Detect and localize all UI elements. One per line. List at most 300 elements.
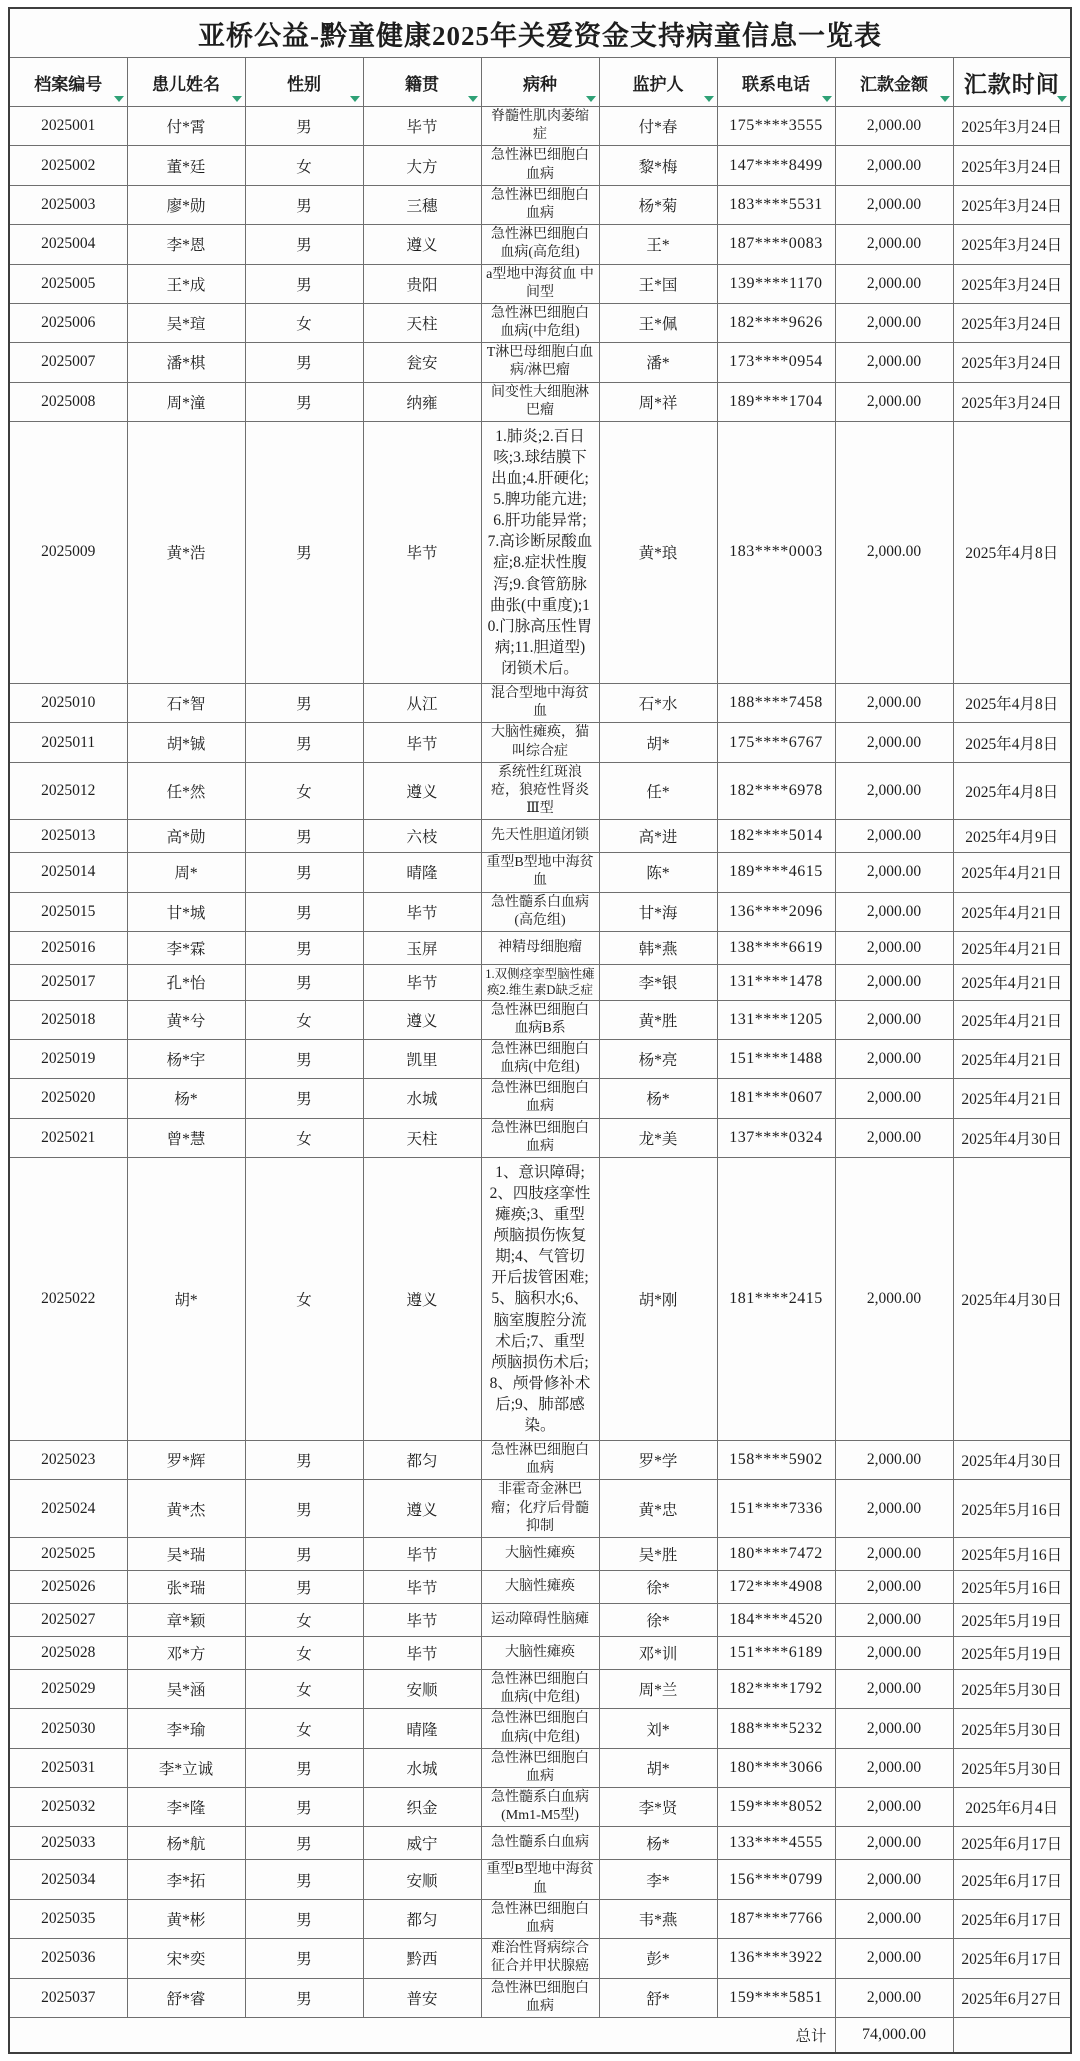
cell-gender: 男 xyxy=(245,422,363,684)
column-header-phone xyxy=(717,58,835,107)
cell-origin: 遵义 xyxy=(363,1480,481,1538)
cell-id: 2025024 xyxy=(9,1480,127,1538)
cell-guardian: 杨*菊 xyxy=(599,185,717,224)
cell-date: 2025年4月8日 xyxy=(953,723,1071,762)
cell-date: 2025年5月19日 xyxy=(953,1636,1071,1669)
cell-phone: 182****9626 xyxy=(717,303,835,342)
filter-dropdown-icon[interactable] xyxy=(114,96,124,102)
cell-id: 2025025 xyxy=(9,1537,127,1570)
cell-origin: 都匀 xyxy=(363,1899,481,1938)
cell-amount: 2,000.00 xyxy=(835,422,953,684)
cell-gender: 男 xyxy=(245,1570,363,1603)
cell-amount: 2,000.00 xyxy=(835,1570,953,1603)
cell-gender: 男 xyxy=(245,1079,363,1118)
total-row xyxy=(9,2017,1071,2053)
cell-date: 2025年4月21日 xyxy=(953,853,1071,892)
table-row xyxy=(9,264,1071,303)
cell-name: 黄*杰 xyxy=(127,1480,245,1538)
cell-date: 2025年6月17日 xyxy=(953,1939,1071,1978)
cell-disease: a型地中海贫血 中间型 xyxy=(481,264,599,303)
cell-origin: 毕节 xyxy=(363,107,481,146)
filter-dropdown-icon[interactable] xyxy=(1057,96,1067,102)
table-row xyxy=(9,1748,1071,1787)
cell-phone: 151****7336 xyxy=(717,1480,835,1538)
cell-gender: 女 xyxy=(245,762,363,820)
cell-origin: 六枝 xyxy=(363,820,481,853)
cell-name: 黄*兮 xyxy=(127,1000,245,1039)
cell-date: 2025年3月24日 xyxy=(953,107,1071,146)
cell-date: 2025年4月9日 xyxy=(953,820,1071,853)
column-header-label: 监护人 xyxy=(632,74,684,94)
cell-name: 胡*铖 xyxy=(127,723,245,762)
cell-guardian: 黄*胜 xyxy=(599,1000,717,1039)
cell-id: 2025012 xyxy=(9,762,127,820)
column-header-label: 联系电话 xyxy=(742,74,810,94)
cell-guardian: 周*兰 xyxy=(599,1669,717,1708)
cell-disease: 1.双侧痉挛型脑性瘫痪2.维生素D缺乏症 xyxy=(481,965,599,1001)
cell-origin: 晴隆 xyxy=(363,1709,481,1748)
column-header-label: 籍贯 xyxy=(405,74,439,94)
cell-phone: 173****0954 xyxy=(717,343,835,382)
cell-name: 廖*勋 xyxy=(127,185,245,224)
total-empty-cell xyxy=(953,2017,1071,2053)
cell-origin: 毕节 xyxy=(363,1603,481,1636)
cell-amount: 2,000.00 xyxy=(835,1039,953,1078)
table-row xyxy=(9,185,1071,224)
cell-name: 付*霄 xyxy=(127,107,245,146)
cell-guardian: 甘*海 xyxy=(599,892,717,931)
cell-name: 石*智 xyxy=(127,683,245,722)
cell-gender: 女 xyxy=(245,1000,363,1039)
cell-guardian: 高*进 xyxy=(599,820,717,853)
cell-id: 2025003 xyxy=(9,185,127,224)
cell-disease: 急性淋巴细胞白血病 xyxy=(481,1441,599,1480)
table-row xyxy=(9,1669,1071,1708)
cell-disease: 神精母细胞瘤 xyxy=(481,932,599,965)
filter-dropdown-icon[interactable] xyxy=(704,96,714,102)
cell-gender: 女 xyxy=(245,1669,363,1708)
cell-guardian: 黄*琅 xyxy=(599,422,717,684)
cell-gender: 男 xyxy=(245,1441,363,1480)
cell-phone: 180****7472 xyxy=(717,1537,835,1570)
cell-amount: 2,000.00 xyxy=(835,264,953,303)
cell-name: 宋*奕 xyxy=(127,1939,245,1978)
cell-id: 2025006 xyxy=(9,303,127,342)
cell-name: 李*拓 xyxy=(127,1860,245,1899)
filter-dropdown-icon[interactable] xyxy=(940,96,950,102)
column-header-origin xyxy=(363,58,481,107)
cell-disease: 急性髓系白血病 xyxy=(481,1827,599,1860)
cell-origin: 水城 xyxy=(363,1748,481,1787)
cell-phone: 180****3066 xyxy=(717,1748,835,1787)
cell-origin: 从江 xyxy=(363,683,481,722)
cell-date: 2025年6月27日 xyxy=(953,1978,1071,2017)
cell-guardian: 舒* xyxy=(599,1978,717,2017)
cell-phone: 151****6189 xyxy=(717,1636,835,1669)
cell-name: 黄*浩 xyxy=(127,422,245,684)
cell-origin: 毕节 xyxy=(363,1636,481,1669)
cell-guardian: 彭* xyxy=(599,1939,717,1978)
cell-disease: 脊髓性肌肉萎缩症 xyxy=(481,107,599,146)
cell-amount: 2,000.00 xyxy=(835,723,953,762)
cell-name: 高*勋 xyxy=(127,820,245,853)
column-header-label: 患儿姓名 xyxy=(152,74,220,94)
cell-disease: 急性淋巴细胞白血病(中危组) xyxy=(481,1669,599,1708)
column-header-gender xyxy=(245,58,363,107)
cell-gender: 男 xyxy=(245,853,363,892)
cell-id: 2025001 xyxy=(9,107,127,146)
cell-amount: 2,000.00 xyxy=(835,1709,953,1748)
column-header-label: 病种 xyxy=(523,74,557,94)
cell-phone: 158****5902 xyxy=(717,1441,835,1480)
cell-date: 2025年5月30日 xyxy=(953,1709,1071,1748)
cell-date: 2025年6月17日 xyxy=(953,1827,1071,1860)
cell-id: 2025008 xyxy=(9,382,127,421)
cell-gender: 男 xyxy=(245,1537,363,1570)
cell-name: 吴*瑞 xyxy=(127,1537,245,1570)
cell-id: 2025005 xyxy=(9,264,127,303)
cell-gender: 男 xyxy=(245,107,363,146)
table-head xyxy=(9,8,1071,107)
cell-name: 章*颖 xyxy=(127,1603,245,1636)
cell-name: 吴*瑄 xyxy=(127,303,245,342)
cell-phone: 156****0799 xyxy=(717,1860,835,1899)
cell-gender: 男 xyxy=(245,1860,363,1899)
cell-gender: 女 xyxy=(245,303,363,342)
cell-id: 2025013 xyxy=(9,820,127,853)
cell-gender: 男 xyxy=(245,683,363,722)
cell-id: 2025026 xyxy=(9,1570,127,1603)
cell-disease: 1、意识障碍;2、四肢痉挛性瘫痪;3、重型颅脑损伤恢复期;4、气管切开后拔管困难;5、脑积水;6、脑室腹腔分流术后;7、重型颅脑损伤术后;8、颅骨修补术后;9、肺部感染。 xyxy=(481,1158,599,1441)
cell-name: 黄*彬 xyxy=(127,1899,245,1938)
table-row xyxy=(9,965,1071,1001)
table-row xyxy=(9,343,1071,382)
cell-date: 2025年4月21日 xyxy=(953,1039,1071,1078)
cell-guardian: 陈* xyxy=(599,853,717,892)
table-body xyxy=(9,107,1071,2018)
table-row xyxy=(9,1570,1071,1603)
cell-gender: 男 xyxy=(245,723,363,762)
cell-amount: 2,000.00 xyxy=(835,146,953,185)
cell-origin: 毕节 xyxy=(363,1570,481,1603)
cell-guardian: 周*祥 xyxy=(599,382,717,421)
cell-name: 周*潼 xyxy=(127,382,245,421)
cell-amount: 2,000.00 xyxy=(835,1748,953,1787)
cell-date: 2025年3月24日 xyxy=(953,146,1071,185)
cell-name: 孔*怡 xyxy=(127,965,245,1001)
table-footer xyxy=(9,2017,1071,2053)
cell-origin: 安顺 xyxy=(363,1860,481,1899)
cell-id: 2025015 xyxy=(9,892,127,931)
cell-name: 张*瑞 xyxy=(127,1570,245,1603)
cell-disease: 急性髓系白血病(高危组) xyxy=(481,892,599,931)
cell-origin: 普安 xyxy=(363,1978,481,2017)
table-row xyxy=(9,1603,1071,1636)
cell-amount: 2,000.00 xyxy=(835,1827,953,1860)
cell-disease: 重型B型地中海贫血 xyxy=(481,853,599,892)
table-row xyxy=(9,1709,1071,1748)
cell-name: 李*瑜 xyxy=(127,1709,245,1748)
cell-gender: 男 xyxy=(245,1480,363,1538)
cell-origin: 水城 xyxy=(363,1079,481,1118)
cell-name: 潘*棋 xyxy=(127,343,245,382)
cell-date: 2025年3月24日 xyxy=(953,185,1071,224)
cell-phone: 136****3922 xyxy=(717,1939,835,1978)
cell-origin: 毕节 xyxy=(363,1537,481,1570)
column-header-label: 汇款时间 xyxy=(963,71,1060,97)
column-header-label: 汇款金额 xyxy=(860,74,928,94)
cell-id: 2025019 xyxy=(9,1039,127,1078)
cell-guardian: 胡* xyxy=(599,723,717,762)
cell-name: 杨* xyxy=(127,1079,245,1118)
cell-amount: 2,000.00 xyxy=(835,1480,953,1538)
cell-name: 周* xyxy=(127,853,245,892)
table-row xyxy=(9,1000,1071,1039)
cell-date: 2025年3月24日 xyxy=(953,264,1071,303)
cell-disease: 1.肺炎;2.百日咳;3.球结膜下出血;4.肝硬化;5.脾功能亢进;6.肝功能异常;7.高诊断尿酸血症;8.症状性腹泻;9.食管筋脉曲张(中重度);10.门脉高压性胃病;11.胆道型)闭锁术后。 xyxy=(481,422,599,684)
cell-guardian: 胡* xyxy=(599,1748,717,1787)
table-row xyxy=(9,1158,1071,1441)
cell-date: 2025年5月16日 xyxy=(953,1570,1071,1603)
cell-phone: 181****0607 xyxy=(717,1079,835,1118)
cell-date: 2025年5月30日 xyxy=(953,1748,1071,1787)
cell-id: 2025017 xyxy=(9,965,127,1001)
page-title: 亚桥公益-黔童健康2025年关爱资金支持病童信息一览表 xyxy=(9,8,1071,58)
cell-phone: 175****3555 xyxy=(717,107,835,146)
cell-guardian: 韩*燕 xyxy=(599,932,717,965)
cell-origin: 遵义 xyxy=(363,225,481,264)
cell-date: 2025年4月8日 xyxy=(953,683,1071,722)
cell-name: 胡* xyxy=(127,1158,245,1441)
cell-disease: 急性淋巴细胞白血病 xyxy=(481,1748,599,1787)
cell-name: 任*然 xyxy=(127,762,245,820)
filter-dropdown-icon[interactable] xyxy=(232,96,242,102)
cell-guardian: 徐* xyxy=(599,1570,717,1603)
cell-phone: 187****0083 xyxy=(717,225,835,264)
cell-disease: 急性淋巴细胞白血病 xyxy=(481,1899,599,1938)
cell-name: 李*隆 xyxy=(127,1788,245,1827)
table-row xyxy=(9,107,1071,146)
column-header-label: 性别 xyxy=(287,74,321,94)
column-header-guardian xyxy=(599,58,717,107)
cell-amount: 2,000.00 xyxy=(835,1788,953,1827)
cell-amount: 2,000.00 xyxy=(835,1537,953,1570)
cell-disease: 运动障碍性脑瘫 xyxy=(481,1603,599,1636)
column-header-label: 档案编号 xyxy=(34,74,103,94)
cell-gender: 男 xyxy=(245,185,363,224)
cell-disease: 重型B型地中海贫血 xyxy=(481,1860,599,1899)
cell-phone: 147****8499 xyxy=(717,146,835,185)
cell-date: 2025年4月21日 xyxy=(953,1000,1071,1039)
cell-gender: 男 xyxy=(245,1827,363,1860)
cell-id: 2025023 xyxy=(9,1441,127,1480)
cell-origin: 瓮安 xyxy=(363,343,481,382)
cell-id: 2025021 xyxy=(9,1118,127,1157)
cell-id: 2025014 xyxy=(9,853,127,892)
cell-date: 2025年5月16日 xyxy=(953,1537,1071,1570)
cell-guardian: 刘* xyxy=(599,1709,717,1748)
table-row xyxy=(9,1827,1071,1860)
table-row xyxy=(9,146,1071,185)
cell-gender: 男 xyxy=(245,892,363,931)
cell-phone: 182****1792 xyxy=(717,1669,835,1708)
cell-origin: 毕节 xyxy=(363,723,481,762)
cell-guardian: 吴*胜 xyxy=(599,1537,717,1570)
cell-amount: 2,000.00 xyxy=(835,1118,953,1157)
cell-id: 2025004 xyxy=(9,225,127,264)
cell-id: 2025022 xyxy=(9,1158,127,1441)
cell-gender: 男 xyxy=(245,1978,363,2017)
cell-gender: 男 xyxy=(245,932,363,965)
cell-gender: 男 xyxy=(245,1039,363,1078)
cell-phone: 183****5531 xyxy=(717,185,835,224)
cell-guardian: 黎*梅 xyxy=(599,146,717,185)
cell-gender: 女 xyxy=(245,1603,363,1636)
cell-id: 2025007 xyxy=(9,343,127,382)
cell-guardian: 李*银 xyxy=(599,965,717,1001)
cell-id: 2025027 xyxy=(9,1603,127,1636)
cell-origin: 凯里 xyxy=(363,1039,481,1078)
cell-amount: 2,000.00 xyxy=(835,683,953,722)
table-row xyxy=(9,932,1071,965)
table-row xyxy=(9,225,1071,264)
cell-phone: 172****4908 xyxy=(717,1570,835,1603)
cell-gender: 男 xyxy=(245,965,363,1001)
filter-dropdown-icon[interactable] xyxy=(586,96,596,102)
cell-id: 2025037 xyxy=(9,1978,127,2017)
cell-name: 吴*涵 xyxy=(127,1669,245,1708)
cell-date: 2025年3月24日 xyxy=(953,225,1071,264)
cell-date: 2025年4月30日 xyxy=(953,1118,1071,1157)
cell-amount: 2,000.00 xyxy=(835,1899,953,1938)
table-row xyxy=(9,1480,1071,1538)
cell-disease: 急性淋巴细胞白血病(中危组) xyxy=(481,1709,599,1748)
cell-origin: 天柱 xyxy=(363,303,481,342)
cell-id: 2025010 xyxy=(9,683,127,722)
total-label: 总计 xyxy=(9,2017,835,2053)
table-row xyxy=(9,1039,1071,1078)
cell-date: 2025年6月17日 xyxy=(953,1899,1071,1938)
table-row xyxy=(9,1788,1071,1827)
table-row xyxy=(9,683,1071,722)
cell-amount: 2,000.00 xyxy=(835,1441,953,1480)
cell-gender: 男 xyxy=(245,382,363,421)
cell-phone: 189****4615 xyxy=(717,853,835,892)
cell-amount: 2,000.00 xyxy=(835,1860,953,1899)
cell-disease: T淋巴母细胞白血病/淋巴瘤 xyxy=(481,343,599,382)
cell-id: 2025031 xyxy=(9,1748,127,1787)
cell-id: 2025028 xyxy=(9,1636,127,1669)
cell-name: 邓*方 xyxy=(127,1636,245,1669)
cell-gender: 男 xyxy=(245,1939,363,1978)
cell-date: 2025年5月30日 xyxy=(953,1669,1071,1708)
cell-disease: 急性淋巴细胞白血病 xyxy=(481,146,599,185)
cell-origin: 大方 xyxy=(363,146,481,185)
cell-phone: 137****0324 xyxy=(717,1118,835,1157)
cell-date: 2025年3月24日 xyxy=(953,303,1071,342)
cell-gender: 男 xyxy=(245,225,363,264)
cell-phone: 136****2096 xyxy=(717,892,835,931)
cell-disease: 先天性胆道闭锁 xyxy=(481,820,599,853)
table-row xyxy=(9,1978,1071,2017)
cell-phone: 139****1170 xyxy=(717,264,835,303)
table-row xyxy=(9,422,1071,684)
cell-origin: 毕节 xyxy=(363,422,481,684)
cell-amount: 2,000.00 xyxy=(835,1603,953,1636)
cell-name: 罗*辉 xyxy=(127,1441,245,1480)
cell-guardian: 杨* xyxy=(599,1827,717,1860)
cell-name: 李*立诚 xyxy=(127,1748,245,1787)
cell-amount: 2,000.00 xyxy=(835,965,953,1001)
cell-gender: 男 xyxy=(245,264,363,303)
cell-phone: 138****6619 xyxy=(717,932,835,965)
cell-date: 2025年3月24日 xyxy=(953,382,1071,421)
cell-disease: 急性淋巴细胞白血病(高危组) xyxy=(481,225,599,264)
cell-amount: 2,000.00 xyxy=(835,820,953,853)
cell-id: 2025018 xyxy=(9,1000,127,1039)
cell-disease: 大脑性瘫痪 xyxy=(481,1636,599,1669)
cell-date: 2025年3月24日 xyxy=(953,343,1071,382)
cell-id: 2025009 xyxy=(9,422,127,684)
cell-id: 2025011 xyxy=(9,723,127,762)
column-header-name xyxy=(127,58,245,107)
table-row xyxy=(9,892,1071,931)
cell-origin: 纳雍 xyxy=(363,382,481,421)
cell-date: 2025年4月30日 xyxy=(953,1441,1071,1480)
cell-guardian: 杨* xyxy=(599,1079,717,1118)
cell-id: 2025036 xyxy=(9,1939,127,1978)
cell-origin: 玉屏 xyxy=(363,932,481,965)
cell-phone: 175****6767 xyxy=(717,723,835,762)
cell-phone: 151****1488 xyxy=(717,1039,835,1078)
filter-dropdown-icon[interactable] xyxy=(822,96,832,102)
cell-phone: 159****5851 xyxy=(717,1978,835,2017)
cell-disease: 系统性红斑浪疮，狼疮性肾炎Ⅲ型 xyxy=(481,762,599,820)
cell-guardian: 李* xyxy=(599,1860,717,1899)
cell-origin: 安顺 xyxy=(363,1669,481,1708)
cell-gender: 男 xyxy=(245,1899,363,1938)
cell-name: 舒*睿 xyxy=(127,1978,245,2017)
filter-dropdown-icon[interactable] xyxy=(468,96,478,102)
cell-disease: 急性淋巴细胞白血病 xyxy=(481,1118,599,1157)
cell-origin: 三穗 xyxy=(363,185,481,224)
cell-date: 2025年4月21日 xyxy=(953,932,1071,965)
cell-disease: 急性淋巴细胞白血病 xyxy=(481,1079,599,1118)
cell-guardian: 徐* xyxy=(599,1603,717,1636)
cell-amount: 2,000.00 xyxy=(835,1079,953,1118)
cell-disease: 难治性肾病综合征合并甲状腺癌 xyxy=(481,1939,599,1978)
title-row xyxy=(9,8,1071,58)
cell-id: 2025002 xyxy=(9,146,127,185)
table-row xyxy=(9,1079,1071,1118)
cell-origin: 遵义 xyxy=(363,1158,481,1441)
filter-dropdown-icon[interactable] xyxy=(350,96,360,102)
cell-name: 杨*航 xyxy=(127,1827,245,1860)
cell-phone: 131****1205 xyxy=(717,1000,835,1039)
cell-amount: 2,000.00 xyxy=(835,1636,953,1669)
cell-guardian: 李*贤 xyxy=(599,1788,717,1827)
cell-guardian: 石*水 xyxy=(599,683,717,722)
cell-id: 2025029 xyxy=(9,1669,127,1708)
total-value: 74,000.00 xyxy=(835,2017,953,2053)
column-header-id xyxy=(9,58,127,107)
cell-guardian: 王* xyxy=(599,225,717,264)
cell-disease: 非霍奇金淋巴瘤；化疗后骨髓抑制 xyxy=(481,1480,599,1538)
cell-guardian: 王*佩 xyxy=(599,303,717,342)
cell-phone: 182****6978 xyxy=(717,762,835,820)
cell-amount: 2,000.00 xyxy=(835,343,953,382)
cell-origin: 遵义 xyxy=(363,1000,481,1039)
